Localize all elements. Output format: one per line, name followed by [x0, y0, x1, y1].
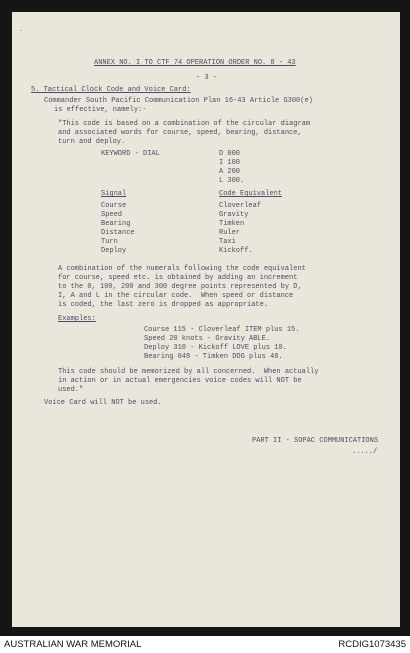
para1-line1: Commander South Pacific Communication Plan 16-43 Article G300(e) [44, 97, 313, 105]
code-header: Code Equivalent [219, 190, 283, 198]
archive-name: AUSTRALIAN WAR MEMORIAL [4, 639, 142, 650]
dial-a: A 200 [219, 168, 241, 176]
code-taxi: Taxi [219, 238, 236, 246]
signal-header: Signal [101, 190, 127, 198]
code-kickoff: Kickoff. [219, 247, 253, 255]
dial-l: L 300. [219, 177, 245, 185]
annex-header: ANNEX NO. I TO CTF 74 OPERATION ORDER NO. 8 - 43 [94, 59, 296, 67]
para1-line2: is effective, namely:- [54, 106, 147, 114]
signal-bearing: Bearing [101, 220, 131, 228]
keyword-label: KEYWORD - DIAL [101, 150, 160, 158]
signal-distance: Distance [101, 229, 135, 237]
signal-course: Course [101, 202, 127, 210]
para4-line3: used." [58, 386, 84, 394]
code-gravity: Gravity [219, 211, 249, 219]
dial-d: D 000 [219, 150, 241, 158]
para4-line2: in action or in actual emergencies voice codes will NOT be [58, 377, 302, 385]
example-speed: Speed 20 knots - Gravity ABLE. [144, 335, 271, 343]
para3-line3: to the 0, 100, 200 and 300 degree points represented by D, [58, 283, 302, 291]
document-page [12, 12, 400, 627]
corner-mark: - [19, 27, 23, 34]
signal-speed: Speed [101, 211, 123, 219]
para3-line4: I, A and L in the circular code. When speed or distance [58, 292, 294, 300]
para3-line5: is coded, the last zero is dropped as appropriate. [58, 301, 269, 309]
voice-card-note: Voice Card will NOT be used. [44, 399, 162, 407]
example-course: Course 115 - Cloverleaf ITEM plus 15. [144, 326, 300, 334]
signal-turn: Turn [101, 238, 118, 246]
examples-label: Examples: [58, 315, 96, 323]
code-cloverleaf: Cloverleaf [219, 202, 262, 210]
record-id: RCDIG1073435 [338, 639, 406, 650]
para3-line1: A combination of the numerals following the code equivalent [58, 265, 306, 273]
section-title: 5. Tactical Clock Code and Voice Card: [31, 86, 191, 94]
example-deploy: Deploy 310 - Kickoff LOVE plus 10. [144, 344, 287, 352]
code-timken: Timken [219, 220, 245, 228]
para2-line2: and associated words for course, speed, bearing, distance, [58, 129, 302, 137]
part-reference: PART II - SOPAC COMMUNICATIONS [252, 437, 379, 445]
archive-footer [0, 636, 410, 653]
dial-i: I 100 [219, 159, 241, 167]
signal-deploy: Deploy [101, 247, 127, 255]
page-number: - 3 - [196, 74, 218, 82]
para2-line1: "This code is based on a combination of the circular diagram [58, 120, 311, 128]
code-ruler: Ruler [219, 229, 241, 237]
para4-line1: This code should be memorized by all concerned. When actually [58, 368, 319, 376]
para3-line2: for course, speed etc. is obtained by adding an increment [58, 274, 298, 282]
continuation-mark: ...../ [352, 448, 378, 456]
example-bearing: Bearing 048 - Timken DOG plus 48. [144, 353, 283, 361]
para2-line3: turn and deploy. [58, 138, 126, 146]
